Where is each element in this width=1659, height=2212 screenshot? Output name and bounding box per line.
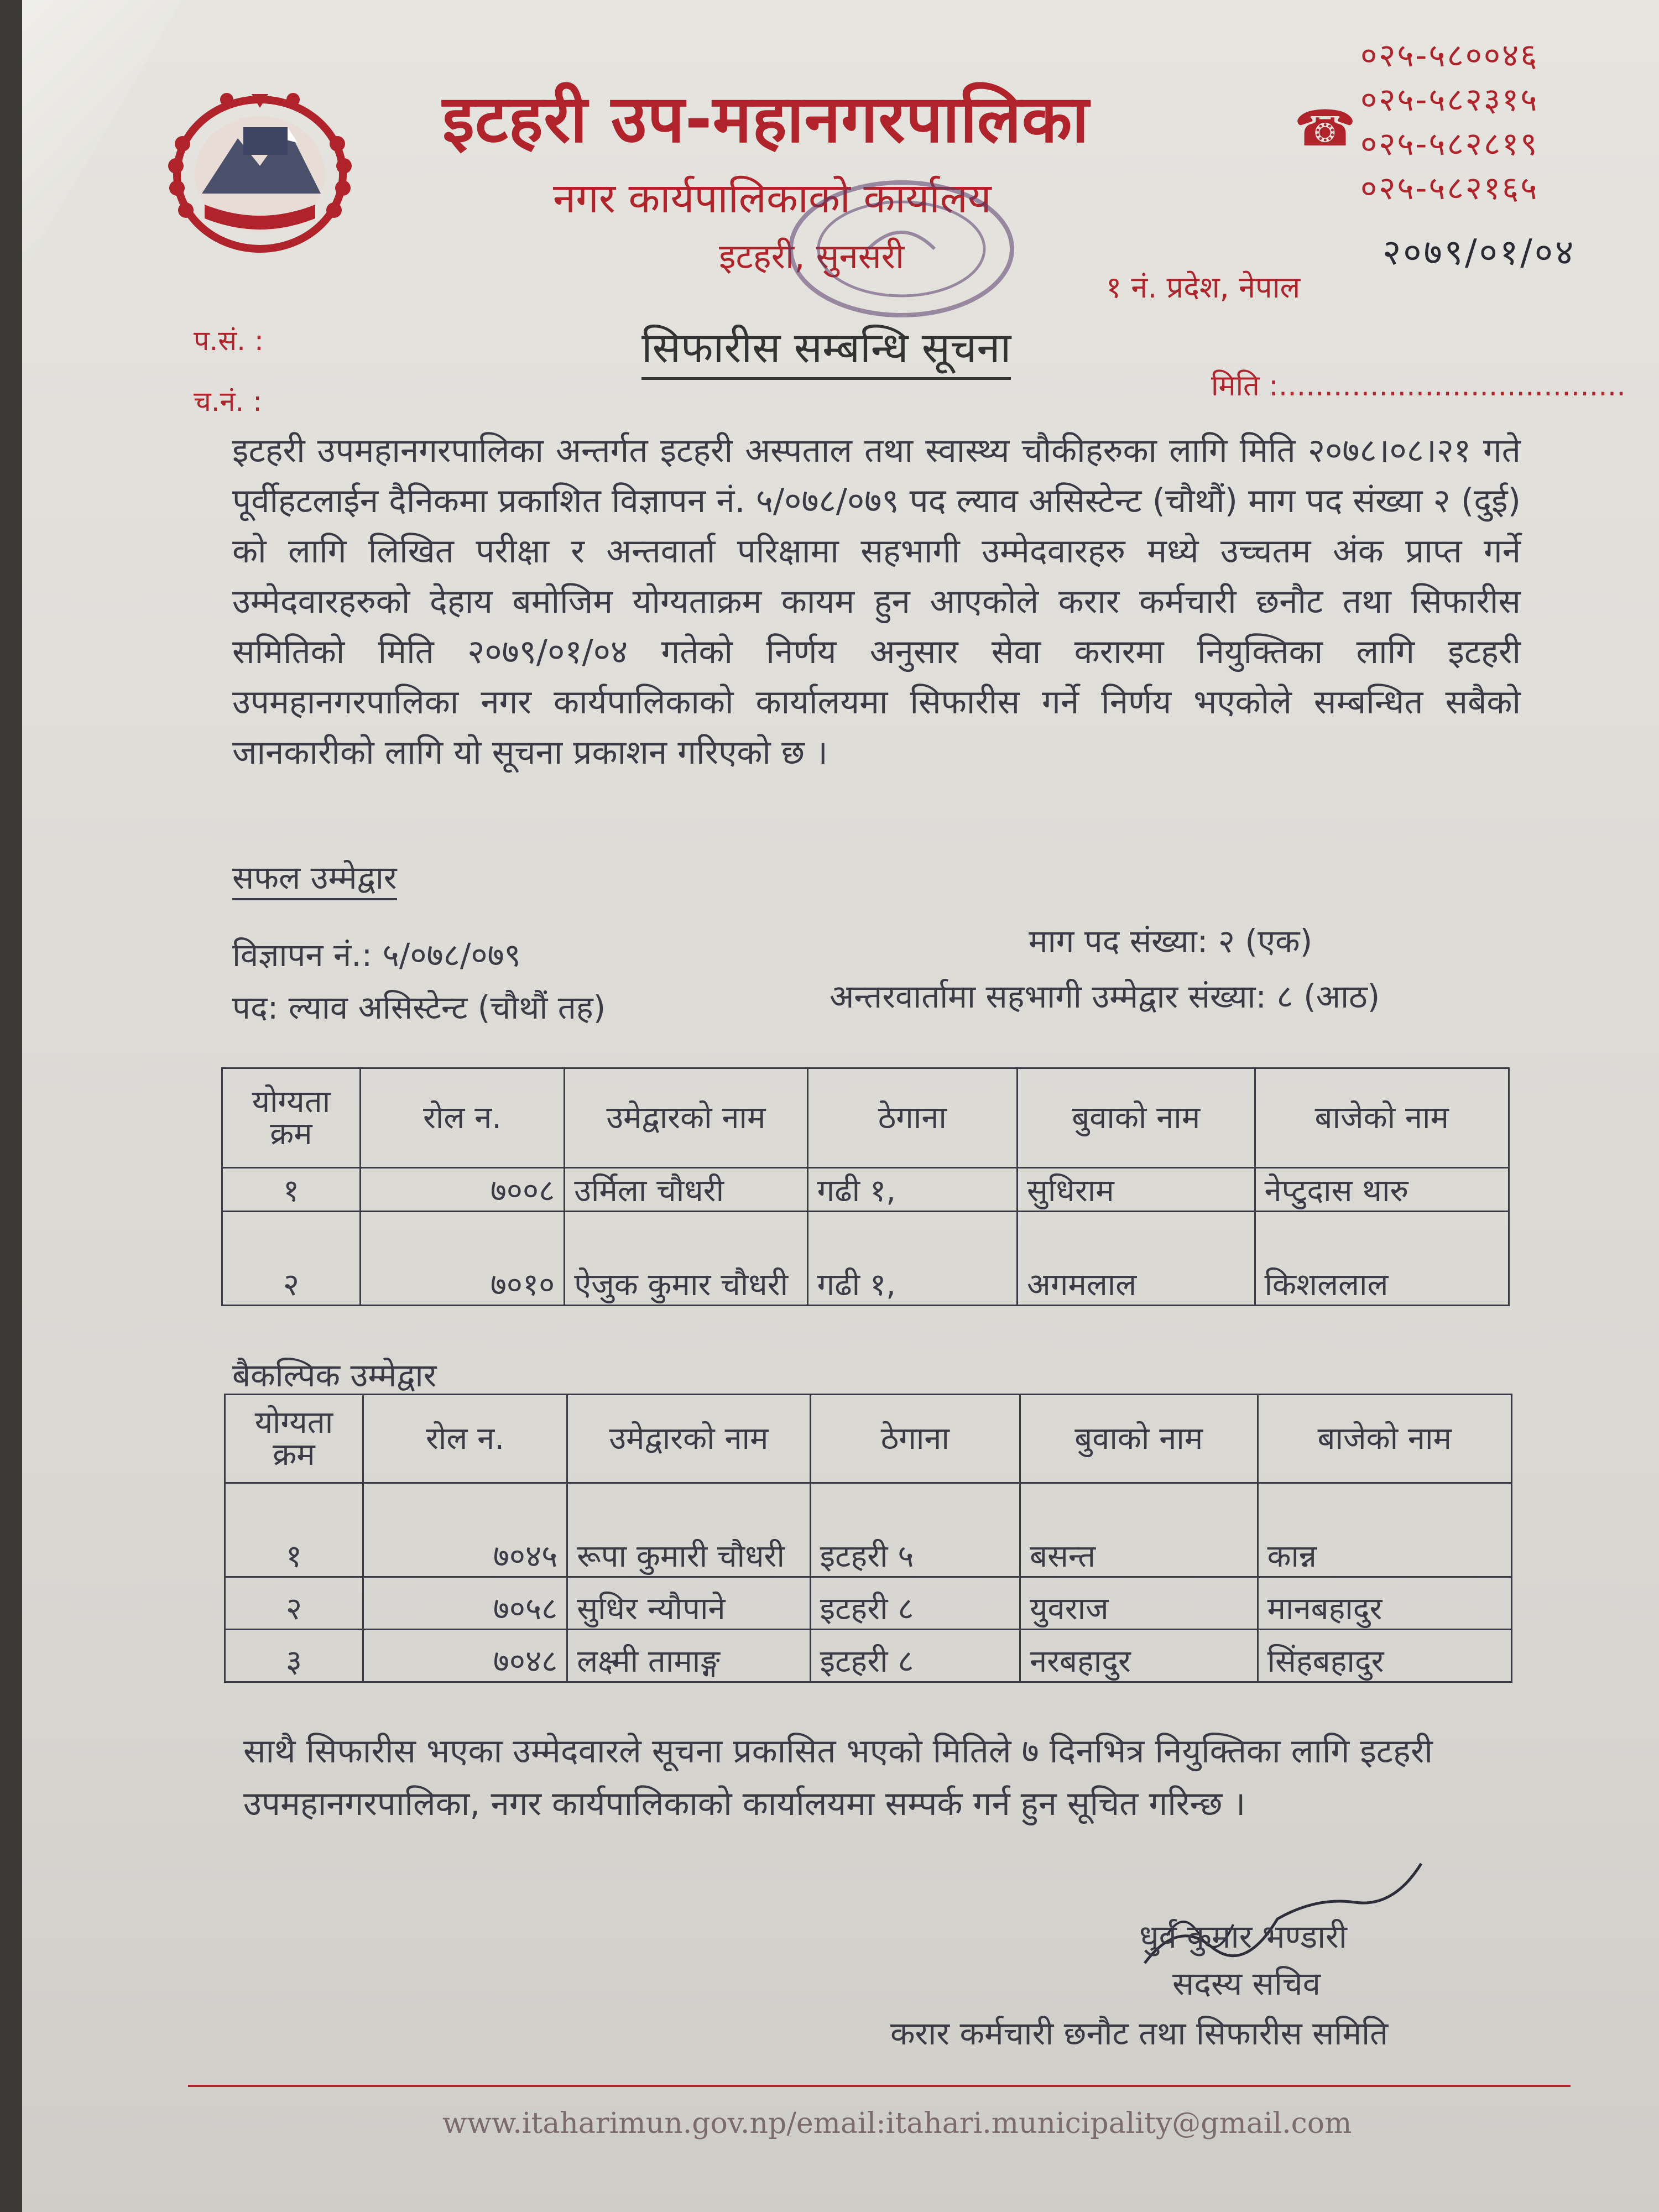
signatory-title: सदस्य सचिव	[1172, 1965, 1321, 2002]
alternate-candidates-heading: बैकल्पिक उम्मेद्वार	[232, 1357, 437, 1394]
municipality-title: इटहरी उप-महानगरपालिका	[442, 81, 1089, 157]
office-stamp-icon	[758, 166, 1045, 332]
cell-grandfather: सिंहबहादुर	[1258, 1630, 1511, 1682]
document-date: २०७९/०१/०४	[1383, 232, 1576, 273]
cell-name: लक्ष्मी तामाङ्ग	[567, 1630, 810, 1682]
cell-address: इटहरी ८	[810, 1630, 1020, 1682]
notice-heading: सिफारीस सम्बन्धि सूचना	[641, 318, 1011, 380]
header-grandfather: बाजेको नाम	[1255, 1068, 1509, 1168]
cell-rank: ३	[225, 1630, 363, 1682]
phone-number: ०२५-५८२१६५	[1360, 169, 1539, 207]
table-row	[225, 1483, 1512, 1577]
header-rank: योग्यता क्रम	[225, 1395, 363, 1483]
footer-contact: www.itaharimun.gov.np/email:itahari.municipality@gmail.com	[442, 2107, 1352, 2140]
cell-name: सुधिर न्यौपाने	[567, 1577, 810, 1630]
cell-roll: ७०५८	[363, 1577, 567, 1630]
cell-rank: २	[222, 1212, 361, 1306]
header-address: ठेगाना	[807, 1068, 1017, 1168]
demand-count: माग पद संख्या: २ (एक)	[1029, 922, 1313, 960]
cell-grandfather: मानबहादुर	[1258, 1577, 1511, 1630]
office-subtitle: नगर कार्यपालिकाको कार्यालय	[553, 175, 992, 222]
cell-father: बसन्त	[1020, 1483, 1258, 1577]
signatory-committee: करार कर्मचारी छनौट तथा सिफारीस समिति	[890, 2015, 1389, 2052]
telephone-icon: ☎	[1294, 100, 1357, 158]
table-header-row	[225, 1395, 1512, 1483]
miti-label: मिति :......................................	[1211, 369, 1626, 403]
cell-roll: ७०४८	[363, 1630, 567, 1682]
cell-address: गढी १,	[807, 1212, 1017, 1306]
table-row	[222, 1168, 1509, 1212]
cell-roll: ७००८	[360, 1168, 564, 1212]
header-address: ठेगाना	[810, 1395, 1020, 1483]
cell-grandfather: किशललाल	[1255, 1212, 1509, 1306]
header-name: उमेद्वारको नाम	[565, 1068, 807, 1168]
advert-number: विज्ञापन नं.: ५/०७८/०७९	[232, 936, 521, 974]
cell-address: इटहरी ५	[810, 1483, 1020, 1577]
table-row	[225, 1577, 1512, 1630]
cell-roll: ७०४५	[363, 1483, 567, 1577]
cell-grandfather: नेप्टुदास थारु	[1255, 1168, 1509, 1212]
phone-number: ०२५-५८२३१५	[1360, 81, 1539, 118]
ps-label: प.सं. :	[194, 325, 264, 357]
cell-rank: २	[225, 1577, 363, 1630]
successful-candidates-table	[221, 1067, 1510, 1306]
cell-rank: १	[225, 1483, 363, 1577]
notice-body: इटहरी उपमहानगरपालिका अन्तर्गत इटहरी अस्पताल तथा स्वास्थ्य चौकीहरुका लागि मिति २०७८।०८।२१ गते पूर्वीहटलाईन दैनिकमा प्रकाशित विज्ञापन नं. ५/०७८/०७९ पद ल्याव असिस्टेन्ट (चौथौं) माग पद संख्या २ (दुई) को लागि लिखित परीक्षा र अन्तवार्ता परिक्षामा सहभागी उम्मेदवारहरु मध्ये उच्चतम अंक प्राप्त गर्ने उम्मेदवारहरुको देहाय बमोजिम योग्यताक्रम कायम हुन आएकोले करार कर्मचारी छनौट तथा सिफारीस समितिको मिति २०७९/०१/०४ गतेको निर्णय अनुसार सेवा करारमा नियुक्तिका लागि इटहरी उपमहानगरपालिका नगर कार्यपालिकाको कार्यालयमा सिफारीस गर्ने निर्णय भएकोले सम्बन्धित सबैको जानकारीको लागि यो सूचना प्रकाशन गरिएको छ ।	[232, 431, 1521, 772]
cell-father: सुधिराम	[1018, 1168, 1255, 1212]
participant-count: अन्तरवार्तामा सहभागी उम्मेद्वार संख्या: ८ (आठ)	[830, 978, 1380, 1015]
cell-name: उर्मिला चौधरी	[565, 1168, 807, 1212]
province-label: १ नं. प्रदेश, नेपाल	[1106, 270, 1301, 305]
table-header-row	[222, 1068, 1509, 1168]
header-father: बुवाको नाम	[1020, 1395, 1258, 1483]
cell-address: गढी १,	[807, 1168, 1017, 1212]
cell-roll: ७०१०	[360, 1212, 564, 1306]
header-father: बुवाको नाम	[1018, 1068, 1255, 1168]
footer-divider	[188, 2085, 1571, 2087]
cn-label: च.नं. :	[194, 385, 263, 418]
cell-name: ऐजुक कुमार चौधरी	[565, 1212, 807, 1306]
phone-number: ०२५-५८२८१९	[1360, 125, 1539, 163]
cell-rank: १	[222, 1168, 361, 1212]
cell-name: रूपा कुमारी चौधरी	[567, 1483, 810, 1577]
header-roll: रोल न.	[360, 1068, 564, 1168]
municipal-emblem-icon	[149, 77, 371, 265]
phone-number: ०२५-५८००४६	[1360, 36, 1539, 74]
header-roll: रोल न.	[363, 1395, 567, 1483]
header-rank: योग्यता क्रम	[222, 1068, 361, 1168]
cell-grandfather: कान्न	[1258, 1483, 1511, 1577]
header-name: उमेद्वारको नाम	[567, 1395, 810, 1483]
phone-list	[1360, 33, 1538, 210]
table-row	[225, 1630, 1512, 1682]
successful-candidates-heading: सफल उम्मेद्वार	[232, 854, 397, 900]
cell-address: इटहरी ८	[810, 1577, 1020, 1630]
cell-father: अगमलाल	[1018, 1212, 1255, 1306]
cell-father: नरबहादुर	[1020, 1630, 1258, 1682]
header-grandfather: बाजेको नाम	[1258, 1395, 1511, 1483]
signatory-name: धुर्व कुमार भण्डारी	[1139, 1918, 1347, 1955]
table-row	[222, 1212, 1509, 1306]
office-city: इटहरी, सुनसरी	[719, 236, 905, 276]
cell-father: युवराज	[1020, 1577, 1258, 1630]
alternate-candidates-table	[224, 1394, 1512, 1683]
closing-paragraph: साथै सिफारीस भएका उम्मेदवारले सूचना प्रकासित भएको मितिले ७ दिनभित्र नियुक्तिका लागि इटहरी उपमहानगरपालिका, नगर कार्यपालिकाको कार्यालयमा सम्पर्क गर्न हुन सूचित गरिन्छ ।	[243, 1732, 1433, 1823]
post-name: पद: ल्याव असिस्टेन्ट (चौथौं तह)	[232, 989, 606, 1026]
document-page	[22, 0, 1659, 2212]
